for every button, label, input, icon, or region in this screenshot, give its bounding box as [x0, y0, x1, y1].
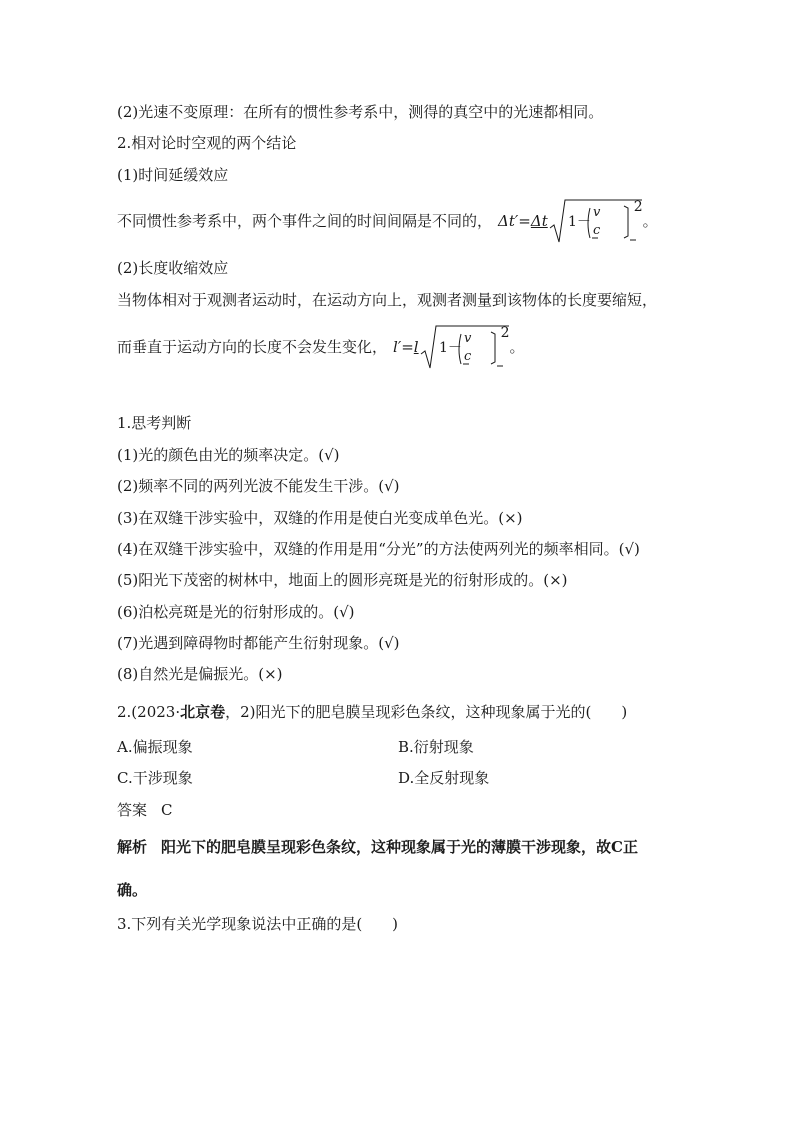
principle-line: (2)光速不变原理：在所有的惯性参考系中，测得的真空中的光速都相同。 — [117, 103, 604, 121]
judge-item: (2)频率不同的两列光波不能发生干涉。(√) — [117, 477, 400, 495]
question-3-stem: 3.下列有关光学现象说法中正确的是( ) — [117, 915, 399, 933]
judge-item: (5)阳光下茂密的树林中，地面上的圆形亮斑是光的衍射形成的。(×) — [117, 571, 568, 589]
var-v: v — [463, 331, 471, 346]
subheading-time-dilation: (1)时间延缓效应 — [117, 166, 229, 184]
option-a: A.偏振现象 — [117, 738, 193, 756]
answer-value: C — [161, 801, 173, 819]
formula-lhs: Δt′ — [498, 212, 519, 230]
answer-line — [117, 800, 173, 820]
formula-end: 。 — [642, 212, 658, 230]
formula-end: 。 — [509, 338, 525, 356]
formula-lhs: l′ — [393, 338, 402, 356]
analysis-text: 阳光下的肥皂膜呈现彩色条纹，这种现象属于光的薄膜干涉现象，故C正 — [161, 838, 638, 856]
q2-source: 北京卷 — [180, 703, 226, 721]
judge-item: (6)泊松亮斑是光的衍射形成的。(√) — [117, 603, 355, 621]
sqrt-sign-icon — [548, 198, 648, 244]
option-c: C.干涉现象 — [117, 769, 193, 787]
judge-item: (4)在双缝干涉实验中，双缝的作用是用“分光”的方法使两列光的频率相同。(√) — [117, 540, 640, 558]
length-contraction-line2 — [117, 324, 525, 370]
q2-rest: ，2)阳光下的肥皂膜呈现彩色条纹，这种现象属于光的( ) — [225, 703, 628, 721]
analysis-label: 解析 — [117, 838, 148, 856]
time-dilation-text: 不同惯性参考系中，两个事件之间的时间间隔是不同的， — [117, 212, 493, 230]
length-contraction-formula — [393, 324, 525, 370]
one-minus: 1－ — [567, 214, 591, 230]
var-c: c — [463, 349, 471, 364]
formula-coef: l — [413, 338, 419, 356]
formula-coef: Δt — [530, 212, 548, 230]
var-v: v — [592, 205, 601, 220]
answer-label: 答案 — [117, 801, 148, 819]
subheading-length-contraction: (2)长度收缩效应 — [117, 259, 229, 277]
judge-item: (7)光遇到障碍物时都能产生衍射现象。(√) — [117, 634, 400, 652]
judge-title: 1.思考判断 — [117, 414, 192, 432]
section-heading: 2.相对论时空观的两个结论 — [117, 134, 297, 152]
analysis-line1 — [117, 837, 638, 857]
q2-prefix: 2.(2023· — [117, 703, 181, 721]
time-dilation-formula — [498, 198, 658, 244]
one-minus: 1－ — [438, 340, 462, 356]
judge-item: (3)在双缝干涉实验中，双缝的作用是使白光变成单色光。(×) — [117, 509, 523, 527]
formula-eq: = — [518, 212, 531, 230]
formula-eq: = — [401, 338, 414, 356]
option-d: D.全反射现象 — [398, 769, 490, 787]
time-dilation-line — [117, 198, 658, 244]
question-2-stem — [117, 702, 627, 722]
judge-item: (1)光的颜色由光的频率决定。(√) — [117, 446, 340, 464]
length-contraction-text: 而垂直于运动方向的长度不会发生变化， — [117, 338, 388, 356]
var-c: c — [592, 223, 601, 238]
exponent: 2 — [500, 325, 510, 341]
exponent: 2 — [633, 199, 643, 215]
option-b: B.衍射现象 — [398, 738, 474, 756]
length-contraction-line1: 当物体相对于观测者运动时，在运动方向上，观测者测量到该物体的长度要缩短， — [117, 291, 658, 309]
analysis-line2: 确。 — [117, 881, 148, 899]
judge-item: (8)自然光是偏振光。(×) — [117, 665, 283, 683]
